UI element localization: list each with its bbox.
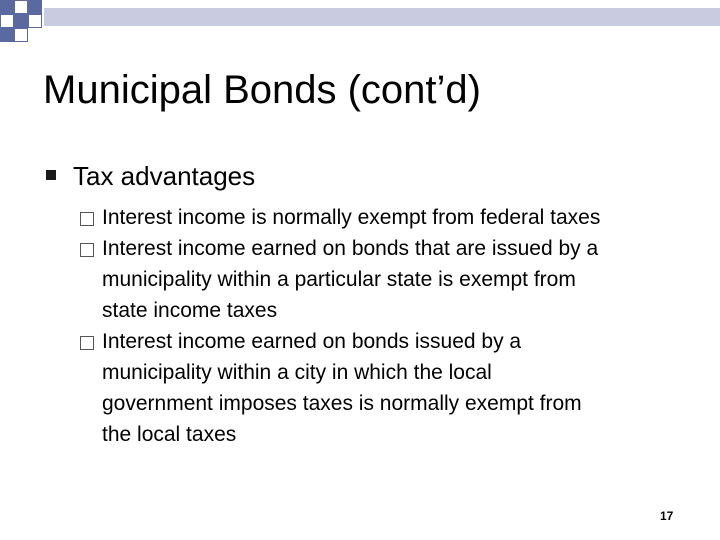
hollow-square-icon — [80, 336, 94, 350]
header-band — [44, 8, 720, 26]
sub-bullet-federal: Interest income is normally exempt from federal taxes — [102, 206, 601, 229]
sub-bullet-state: Interest income earned on bonds that are issued by a municipality within a particular state is exempt from state income taxes — [102, 237, 599, 322]
filled-square-icon — [46, 170, 56, 180]
bullet-tax-advantages: Tax advantages — [73, 161, 256, 191]
slide-title: Municipal Bonds (cont’d) — [43, 68, 481, 112]
sub-bullet-local: Interest income earned on bonds issued by a municipality within a city in which the local government imposes taxes is normally exempt from the local taxes — [102, 330, 582, 446]
hollow-square-icon — [80, 212, 94, 226]
hollow-square-icon — [80, 243, 94, 257]
page-number: 17 — [660, 509, 674, 523]
